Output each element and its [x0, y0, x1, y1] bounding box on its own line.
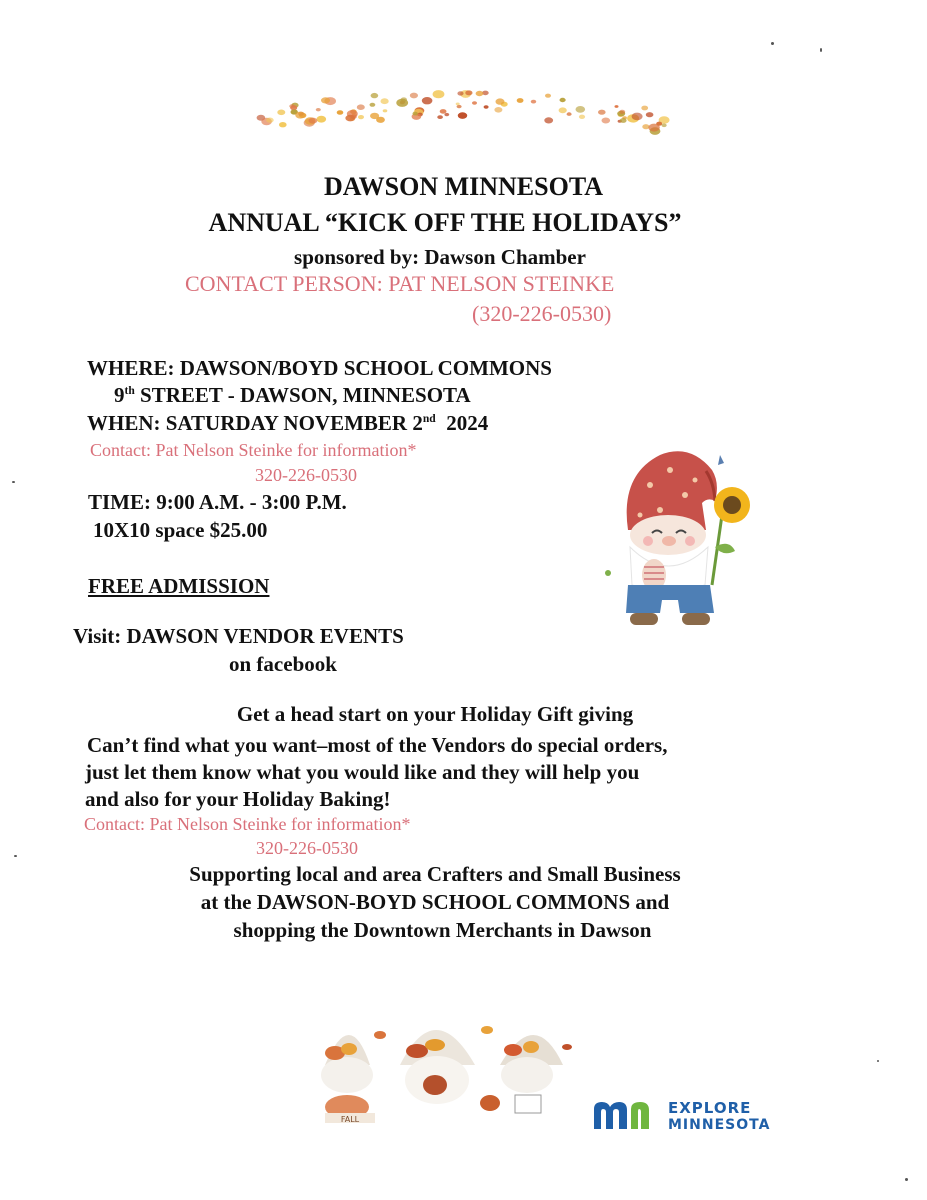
- visit-line-2: on facebook: [229, 652, 337, 676]
- leaf-shape: [317, 116, 327, 123]
- fall-gnomes-group: [305, 995, 580, 1125]
- space-price: 10X10 space $25.00: [93, 518, 268, 542]
- leaf-shape: [266, 118, 274, 123]
- leaf-shape: [544, 117, 553, 123]
- scan-speck: [12, 481, 15, 483]
- leaf-shape: [383, 109, 388, 112]
- leaf-shape: [345, 115, 355, 122]
- leaf-shape: [444, 113, 449, 116]
- leaf-shape: [602, 118, 611, 124]
- leaf-shape: [433, 90, 445, 98]
- scan-speck: [771, 42, 774, 45]
- leaf-shape: [646, 112, 654, 117]
- time-line: TIME: 9:00 A.M. - 3:00 P.M.: [88, 490, 347, 514]
- leaf-shape: [620, 118, 627, 123]
- leaf-shape: [632, 113, 643, 121]
- leaf-shape: [381, 98, 389, 104]
- leaf-shape: [496, 98, 505, 104]
- street-text: STREET - DAWSON, MINNESOTA: [134, 383, 471, 407]
- contact-phone: (320-226-0530): [472, 301, 612, 326]
- leaf-shape: [358, 115, 364, 119]
- leaf-shape: [295, 112, 305, 119]
- contact-person: CONTACT PERSON: PAT NELSON STEINKE: [185, 271, 615, 296]
- scan-speck: [820, 48, 822, 52]
- leaf-shape: [316, 108, 321, 111]
- leaf-shape: [309, 118, 318, 124]
- leaf-shape: [476, 91, 484, 96]
- explore-minnesota-logo: [592, 1096, 792, 1136]
- when-line: [87, 411, 488, 436]
- leaf-shape: [370, 103, 376, 107]
- leaf-shape: [567, 112, 572, 116]
- leaf-shape: [662, 124, 667, 128]
- autumn-leaves-garland: [248, 85, 678, 155]
- leaf-shape: [579, 115, 585, 119]
- leaf-shape: [545, 94, 551, 98]
- leaf-shape: [277, 110, 285, 116]
- body-line-1: Get a head start on your Holiday Gift giving: [236, 702, 634, 726]
- leaf-shape: [619, 110, 625, 114]
- body-line-2: Can’t find what you want–most of the Vendors do special orders,: [87, 733, 668, 757]
- when-suffix: nd: [422, 413, 436, 425]
- leaf-shape: [576, 106, 586, 113]
- leaf-shape: [531, 100, 536, 104]
- support-line-3: shopping the Downtown Merchants in Dawson: [233, 918, 652, 942]
- leaf-shape: [279, 122, 287, 127]
- street-line: [114, 383, 471, 408]
- leaf-shape: [641, 106, 648, 111]
- leaf-shape: [413, 112, 418, 116]
- sponsored-by: sponsored by: Dawson Chamber: [294, 245, 586, 269]
- scan-speck: [877, 1060, 879, 1062]
- leaf-shape: [642, 124, 649, 129]
- body-contact-info: Contact: Pat Nelson Steinke for information*: [84, 814, 411, 834]
- leaf-shape: [396, 99, 408, 107]
- logo-explore-text: EXPLORE: [668, 1099, 752, 1117]
- contact-info-phone: 320-226-0530: [255, 465, 357, 485]
- title-line-2: ANNUAL “KICK OFF THE HOLIDAYS”: [208, 208, 682, 237]
- leaf-shape: [371, 93, 379, 98]
- leaf-shape: [615, 105, 619, 108]
- leaf-shape: [437, 115, 443, 119]
- contact-info: Contact: Pat Nelson Steinke for information*: [90, 440, 417, 460]
- leaf-shape: [422, 97, 433, 104]
- leaf-shape: [598, 110, 606, 115]
- leaf-shape: [457, 105, 462, 108]
- body-contact-phone: 320-226-0530: [256, 838, 358, 858]
- leaf-shape: [321, 97, 330, 103]
- body-line-3: just let them know what you would like and they will help you: [85, 760, 640, 784]
- leaf-shape: [484, 105, 489, 108]
- leaf-shape: [458, 112, 467, 119]
- leaf-shape: [440, 109, 447, 114]
- where-line: WHERE: DAWSON/BOYD SCHOOL COMMONS: [87, 356, 552, 380]
- leaf-shape: [456, 103, 460, 106]
- leaf-shape: [410, 93, 418, 99]
- title-line-1: DAWSON MINNESOTA: [323, 172, 604, 201]
- leaf-shape: [472, 101, 477, 104]
- gnome-with-sunflower: [590, 435, 770, 635]
- body-line-4: and also for your Holiday Baking!: [85, 787, 391, 811]
- leaf-shape: [337, 110, 344, 115]
- street-number: 9: [114, 383, 125, 407]
- mn-logo-icon: [592, 1099, 662, 1131]
- when-date: WHEN: SATURDAY NOVEMBER 2: [87, 411, 423, 435]
- leaf-shape: [559, 107, 567, 113]
- visit-line-1: Visit: DAWSON VENDOR EVENTS: [73, 624, 404, 648]
- leaf-shape: [560, 98, 566, 102]
- leaf-shape: [376, 117, 385, 123]
- leaf-shape: [656, 122, 662, 126]
- leaf-shape: [457, 91, 463, 95]
- leaf-shape: [494, 107, 502, 113]
- scan-speck: [905, 1178, 908, 1181]
- scan-speck: [14, 855, 17, 857]
- leaf-shape: [517, 98, 524, 103]
- support-line-2: at the DAWSON-BOYD SCHOOL COMMONS and: [200, 890, 670, 914]
- free-admission: FREE ADMISSION: [88, 574, 270, 598]
- support-line-1: Supporting local and area Crafters and Small Business: [189, 862, 681, 886]
- leaf-shape: [465, 90, 472, 95]
- when-year: 2024: [435, 411, 489, 435]
- fall-sign-text: FALL: [340, 1115, 360, 1124]
- logo-minnesota-text: MINNESOTA: [668, 1117, 771, 1133]
- street-suffix: th: [124, 385, 135, 397]
- leaf-shape: [357, 104, 365, 110]
